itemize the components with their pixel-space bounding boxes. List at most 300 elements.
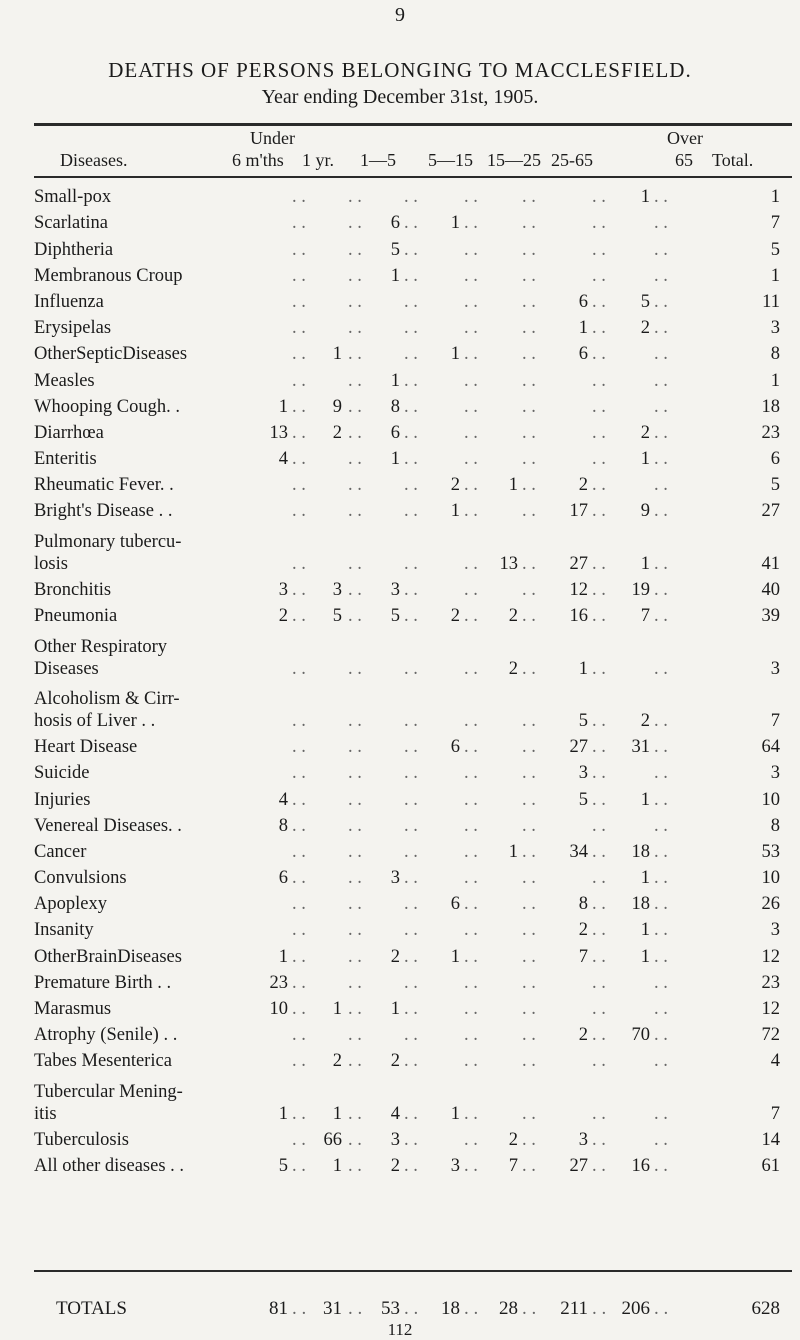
- leader-dots: . .: [464, 999, 478, 1020]
- leader-dots: . .: [404, 972, 418, 993]
- leader-dots: . .: [592, 1025, 606, 1046]
- leader-dots: . .: [464, 239, 478, 260]
- table-row: [0, 184, 800, 210]
- cell-col-0: 2: [278, 606, 288, 627]
- cell-col-0: 3: [278, 580, 288, 601]
- cell-col-3: 6: [450, 737, 460, 758]
- totals-line: [0, 1296, 800, 1322]
- cell-col-4: 1: [508, 475, 518, 496]
- leader-dots: . .: [292, 841, 306, 862]
- leader-dots: . .: [404, 1025, 418, 1046]
- leader-dots: . .: [464, 449, 478, 470]
- cell-col-2: 2: [390, 1156, 400, 1177]
- cell-col-5: 7: [578, 946, 588, 967]
- leader-dots: . .: [592, 920, 606, 941]
- cell-col-5: 8: [578, 894, 588, 915]
- disease-label: Pulmonary tubercu- losis: [34, 531, 182, 574]
- cell-col-5: 211: [560, 1298, 588, 1320]
- leader-dots: . .: [464, 1130, 478, 1150]
- table-row: [0, 498, 800, 524]
- cell-col-7: 1: [770, 187, 780, 208]
- leader-dots: . .: [522, 999, 536, 1020]
- leader-dots: . .: [404, 606, 418, 627]
- leader-dots: . .: [522, 265, 536, 286]
- leader-dots: . .: [654, 501, 668, 522]
- leader-dots: . .: [292, 1103, 306, 1124]
- cell-col-0: 6: [278, 868, 288, 889]
- cell-col-2: 6: [390, 422, 400, 443]
- cell-col-5: 17: [569, 501, 588, 522]
- leader-dots: . .: [592, 475, 606, 496]
- leader-dots: . .: [348, 789, 362, 810]
- leader-dots: . .: [292, 449, 306, 470]
- disease-label: Scarlatina: [34, 213, 108, 234]
- leader-dots: . .: [348, 396, 362, 417]
- cell-col-7: 1: [770, 370, 780, 391]
- leader-dots: . .: [654, 449, 668, 470]
- disease-label: Diarrhœa: [34, 422, 104, 443]
- leader-dots: . .: [292, 422, 306, 443]
- header-col-0: 6 m'ths: [232, 150, 284, 170]
- leader-dots: . .: [292, 737, 306, 758]
- cell-col-0: 81: [269, 1298, 288, 1320]
- leader-dots: . .: [654, 1298, 669, 1320]
- leader-dots: . .: [348, 1156, 362, 1177]
- cell-col-5: 34: [569, 841, 588, 862]
- leader-dots: . .: [654, 789, 668, 810]
- table-row: [0, 289, 800, 315]
- leader-dots: . .: [292, 239, 306, 260]
- leader-dots: . .: [592, 972, 606, 993]
- leader-dots: . .: [522, 187, 536, 208]
- table-row: [0, 734, 800, 760]
- leader-dots: . .: [522, 475, 536, 496]
- leader-dots: . .: [348, 187, 362, 208]
- leader-dots: . .: [522, 1156, 536, 1177]
- leader-dots: . .: [654, 265, 668, 286]
- leader-dots: . .: [522, 553, 536, 574]
- leader-dots: . .: [522, 841, 536, 862]
- leader-dots: . .: [404, 868, 418, 889]
- leader-dots: . .: [348, 815, 362, 836]
- leader-dots: . .: [404, 475, 418, 496]
- leader-dots: . .: [348, 580, 362, 601]
- leader-dots: . .: [292, 789, 306, 810]
- leader-dots: . .: [654, 422, 668, 443]
- leader-dots: . .: [292, 1025, 306, 1046]
- leader-dots: . .: [348, 1025, 362, 1046]
- leader-dots: . .: [464, 1103, 478, 1124]
- table-row: [0, 1022, 800, 1048]
- cell-col-5: 27: [569, 553, 588, 574]
- cell-col-7: 40: [761, 580, 780, 601]
- cell-col-7: 7: [770, 213, 780, 234]
- disease-label: Atrophy (Senile) . .: [34, 1025, 178, 1046]
- disease-label: Other Respiratory Diseases: [34, 636, 168, 679]
- leader-dots: . .: [522, 1025, 536, 1046]
- disease-label: Premature Birth . .: [34, 972, 172, 993]
- leader-dots: . .: [464, 501, 478, 522]
- leader-dots: . .: [464, 370, 478, 391]
- leader-dots: . .: [464, 422, 478, 443]
- leader-dots: . .: [522, 920, 536, 941]
- leader-dots: . .: [464, 920, 478, 941]
- cell-col-7: 3: [770, 658, 780, 679]
- leader-dots: . .: [592, 1103, 606, 1124]
- leader-dots: . .: [348, 972, 362, 993]
- leader-dots: . .: [522, 763, 536, 784]
- leader-dots: . .: [404, 501, 418, 522]
- cell-col-2: 2: [390, 946, 400, 967]
- leader-dots: . .: [654, 213, 668, 234]
- cell-col-4: 2: [508, 1130, 518, 1150]
- cell-col-0: 8: [278, 815, 288, 836]
- cell-col-1: 31: [323, 1298, 342, 1320]
- leader-dots: . .: [654, 1156, 668, 1177]
- cell-col-3: 1: [450, 1103, 460, 1124]
- cell-col-3: 2: [450, 475, 460, 496]
- cell-col-7: 5: [770, 239, 780, 260]
- cell-col-0: 23: [269, 972, 288, 993]
- top-rule: [34, 123, 792, 126]
- leader-dots: . .: [404, 318, 418, 339]
- cell-col-7: 53: [761, 841, 780, 862]
- table-row: [0, 1127, 800, 1153]
- cell-col-1: 3: [332, 580, 342, 601]
- cell-col-1: 9: [332, 396, 342, 417]
- cell-col-5: 5: [578, 789, 588, 810]
- cell-col-2: 3: [390, 1130, 400, 1150]
- cell-col-6: 1: [640, 920, 650, 941]
- leader-dots: . .: [404, 213, 418, 234]
- cell-col-7: 3: [770, 318, 780, 339]
- table-row: [0, 760, 800, 786]
- header-diseases: Diseases.: [60, 150, 128, 170]
- header-col-3: 5—15: [428, 150, 473, 170]
- disease-label: Convulsions: [34, 868, 127, 889]
- leader-dots: . .: [404, 580, 418, 601]
- leader-dots: . .: [654, 737, 668, 758]
- leader-dots: . .: [522, 580, 536, 601]
- leader-dots: . .: [348, 501, 362, 522]
- leader-dots: . .: [592, 1130, 606, 1150]
- leader-dots: . .: [592, 396, 606, 417]
- cell-col-5: 1: [578, 658, 588, 679]
- leader-dots: . .: [654, 396, 668, 417]
- cell-col-6: 18: [631, 894, 650, 915]
- cell-col-0: 1: [278, 396, 288, 417]
- leader-dots: . .: [592, 213, 606, 234]
- leader-dots: . .: [404, 1130, 418, 1150]
- table-row: [0, 420, 800, 446]
- cell-col-6: 19: [631, 580, 650, 601]
- table-row: [0, 315, 800, 341]
- leader-dots: . .: [592, 1051, 606, 1072]
- leader-dots: . .: [522, 396, 536, 417]
- header-over: Over: [667, 128, 703, 148]
- cell-col-7: 10: [761, 789, 780, 810]
- cell-col-6: 7: [640, 606, 650, 627]
- table-row: [0, 367, 800, 393]
- leader-dots: . .: [654, 1130, 668, 1150]
- cell-col-2: 2: [390, 1051, 400, 1072]
- leader-dots: . .: [654, 1025, 668, 1046]
- leader-dots: . .: [464, 737, 478, 758]
- table-row: [0, 629, 800, 681]
- leader-dots: . .: [464, 841, 478, 862]
- leader-dots: . .: [464, 265, 478, 286]
- header-col-4: 15—25: [487, 150, 541, 170]
- disease-label: Suicide: [34, 763, 90, 784]
- table-row: [0, 891, 800, 917]
- table-row: [0, 996, 800, 1022]
- cell-col-5: 2: [578, 475, 588, 496]
- leader-dots: . .: [404, 1298, 419, 1320]
- leader-dots: . .: [292, 1130, 306, 1150]
- leader-dots: . .: [592, 658, 606, 679]
- leader-dots: . .: [654, 946, 668, 967]
- leader-dots: . .: [592, 291, 606, 312]
- disease-label: OtherSepticDiseases: [34, 344, 188, 365]
- leader-dots: . .: [522, 213, 536, 234]
- disease-label: Alcoholism & Cirr- hosis of Liver . .: [34, 688, 180, 731]
- leader-dots: . .: [348, 868, 362, 889]
- leader-dots: . .: [654, 763, 668, 784]
- disease-label: Tabes Mesenterica: [34, 1051, 172, 1072]
- leader-dots: . .: [348, 763, 362, 784]
- leader-dots: . .: [348, 291, 362, 312]
- cell-col-5: 5: [578, 710, 588, 731]
- table-row: [0, 943, 800, 969]
- leader-dots: . .: [522, 344, 536, 365]
- leader-dots: . .: [522, 370, 536, 391]
- leader-dots: . .: [522, 710, 536, 731]
- leader-dots: . .: [592, 763, 606, 784]
- leader-dots: . .: [404, 370, 418, 391]
- leader-dots: . .: [348, 710, 362, 731]
- cell-col-7: 26: [761, 894, 780, 915]
- cell-col-7: 1: [770, 265, 780, 286]
- cell-col-3: 3: [450, 1156, 460, 1177]
- leader-dots: . .: [348, 737, 362, 758]
- leader-dots: . .: [348, 449, 362, 470]
- leader-dots: . .: [592, 318, 606, 339]
- leader-dots: . .: [522, 946, 536, 967]
- leader-dots: . .: [592, 449, 606, 470]
- leader-dots: . .: [654, 580, 668, 601]
- disease-label: Diphtheria: [34, 239, 114, 260]
- leader-dots: . .: [592, 999, 606, 1020]
- cell-col-7: 6: [770, 449, 780, 470]
- cell-col-6: 1: [640, 868, 650, 889]
- leader-dots: . .: [292, 972, 306, 993]
- cell-col-6: 206: [621, 1298, 650, 1320]
- leader-dots: . .: [404, 946, 418, 967]
- table-row: [0, 786, 800, 812]
- disease-label: Bronchitis: [34, 580, 112, 601]
- leader-dots: . .: [654, 658, 668, 679]
- cell-col-0: 4: [278, 449, 288, 470]
- table-row: [0, 839, 800, 865]
- disease-label: Whooping Cough. .: [34, 396, 180, 417]
- leader-dots: . .: [292, 999, 306, 1020]
- leader-dots: . .: [592, 894, 606, 915]
- table-row: [0, 682, 800, 734]
- leader-dots: . .: [464, 213, 478, 234]
- cell-col-6: 1: [640, 449, 650, 470]
- leader-dots: . .: [592, 1156, 606, 1177]
- leader-dots: . .: [464, 187, 478, 208]
- cell-col-3: 6: [450, 894, 460, 915]
- leader-dots: . .: [522, 422, 536, 443]
- cell-col-2: 5: [390, 239, 400, 260]
- cell-col-5: 2: [578, 920, 588, 941]
- leader-dots: . .: [348, 658, 362, 679]
- leader-dots: . .: [404, 658, 418, 679]
- leader-dots: . .: [592, 501, 606, 522]
- cell-col-6: 31: [631, 737, 650, 758]
- cell-col-4: 1: [508, 841, 518, 862]
- leader-dots: . .: [404, 763, 418, 784]
- disease-label: Apoplexy: [34, 894, 107, 915]
- leader-dots: . .: [522, 658, 536, 679]
- leader-dots: . .: [654, 239, 668, 260]
- leader-dots: . .: [654, 1051, 668, 1072]
- table-row: [0, 1048, 800, 1074]
- leader-dots: . .: [464, 946, 478, 967]
- cell-col-7: 11: [762, 291, 780, 312]
- cell-col-6: 2: [640, 710, 650, 731]
- header-rule: [34, 176, 792, 178]
- leader-dots: . .: [292, 344, 306, 365]
- cell-col-6: 1: [640, 946, 650, 967]
- leader-dots: . .: [292, 894, 306, 915]
- page-number: 9: [395, 4, 405, 26]
- disease-label: Marasmus: [34, 999, 112, 1020]
- leader-dots: . .: [592, 737, 606, 758]
- leader-dots: . .: [292, 606, 306, 627]
- leader-dots: . .: [292, 710, 306, 731]
- leader-dots: . .: [292, 213, 306, 234]
- table-row: [0, 524, 800, 576]
- cell-col-5: 6: [578, 291, 588, 312]
- cell-col-7: 7: [770, 1103, 780, 1124]
- cell-col-0: 13: [269, 422, 288, 443]
- leader-dots: . .: [464, 1298, 479, 1320]
- cell-col-3: 1: [450, 946, 460, 967]
- cell-col-7: 41: [761, 553, 780, 574]
- cell-col-3: 1: [450, 501, 460, 522]
- table-row: [0, 446, 800, 472]
- disease-label: Injuries: [34, 789, 91, 810]
- leader-dots: . .: [464, 318, 478, 339]
- leader-dots: . .: [348, 265, 362, 286]
- totals-row: [0, 1296, 800, 1322]
- leader-dots: . .: [592, 422, 606, 443]
- leader-dots: . .: [654, 475, 668, 496]
- cell-col-7: 10: [761, 868, 780, 889]
- cell-col-4: 13: [499, 553, 518, 574]
- table-row: [0, 970, 800, 996]
- leader-dots: . .: [292, 291, 306, 312]
- cell-col-2: 1: [390, 449, 400, 470]
- cell-col-3: 18: [441, 1298, 460, 1320]
- cell-col-6: 5: [640, 291, 650, 312]
- cell-col-2: 3: [390, 868, 400, 889]
- cell-col-5: 6: [578, 344, 588, 365]
- leader-dots: . .: [522, 894, 536, 915]
- page-title: DEATHS OF PERSONS BELONGING TO MACCLESFIELD.: [108, 58, 692, 82]
- disease-label: Insanity: [34, 920, 94, 941]
- table-row: [0, 341, 800, 367]
- leader-dots: . .: [404, 344, 418, 365]
- cell-col-1: 1: [332, 999, 342, 1020]
- cell-col-7: 4: [770, 1051, 780, 1072]
- leader-dots: . .: [654, 841, 668, 862]
- disease-label: Tuberculosis: [34, 1130, 129, 1150]
- cell-col-0: 4: [278, 789, 288, 810]
- leader-dots: . .: [464, 606, 478, 627]
- cell-col-6: 9: [640, 501, 650, 522]
- leader-dots: . .: [348, 920, 362, 941]
- cell-col-7: 14: [761, 1130, 780, 1150]
- leader-dots: . .: [592, 606, 606, 627]
- leader-dots: . .: [592, 789, 606, 810]
- cell-col-3: 2: [450, 606, 460, 627]
- cell-col-7: 8: [770, 815, 780, 836]
- leader-dots: . .: [522, 449, 536, 470]
- disease-label: Heart Disease: [34, 737, 138, 758]
- leader-dots: . .: [404, 265, 418, 286]
- cell-col-4: 7: [508, 1156, 518, 1177]
- disease-label: Bright's Disease . .: [34, 501, 173, 522]
- leader-dots: . .: [404, 841, 418, 862]
- leader-dots: . .: [292, 396, 306, 417]
- leader-dots: . .: [464, 710, 478, 731]
- leader-dots: . .: [404, 789, 418, 810]
- disease-label: Measles: [34, 370, 95, 391]
- cell-col-7: 61: [761, 1156, 780, 1177]
- leader-dots: . .: [292, 553, 306, 574]
- bottom-rule: [34, 1270, 792, 1272]
- leader-dots: . .: [404, 553, 418, 574]
- table-row: [0, 865, 800, 891]
- cell-col-2: 1: [390, 370, 400, 391]
- totals-label: TOTALS: [56, 1298, 127, 1320]
- leader-dots: . .: [404, 291, 418, 312]
- leader-dots: . .: [464, 396, 478, 417]
- leader-dots: . .: [464, 894, 478, 915]
- disease-label: Pneumonia: [34, 606, 118, 627]
- leader-dots: . .: [654, 815, 668, 836]
- disease-label: Small-pox: [34, 187, 112, 208]
- cell-col-2: 3: [390, 580, 400, 601]
- cell-col-3: 1: [450, 344, 460, 365]
- leader-dots: . .: [404, 1103, 418, 1124]
- table-row: [0, 263, 800, 289]
- leader-dots: . .: [292, 475, 306, 496]
- data-table: [0, 184, 800, 1179]
- leader-dots: . .: [292, 763, 306, 784]
- cell-col-2: 53: [381, 1298, 400, 1320]
- leader-dots: . .: [522, 972, 536, 993]
- cell-col-5: 12: [569, 580, 588, 601]
- header-col-2: 1—5: [360, 150, 396, 170]
- disease-label: Influenza: [34, 291, 104, 312]
- table-row: [0, 210, 800, 236]
- leader-dots: . .: [292, 265, 306, 286]
- leader-dots: . .: [654, 868, 668, 889]
